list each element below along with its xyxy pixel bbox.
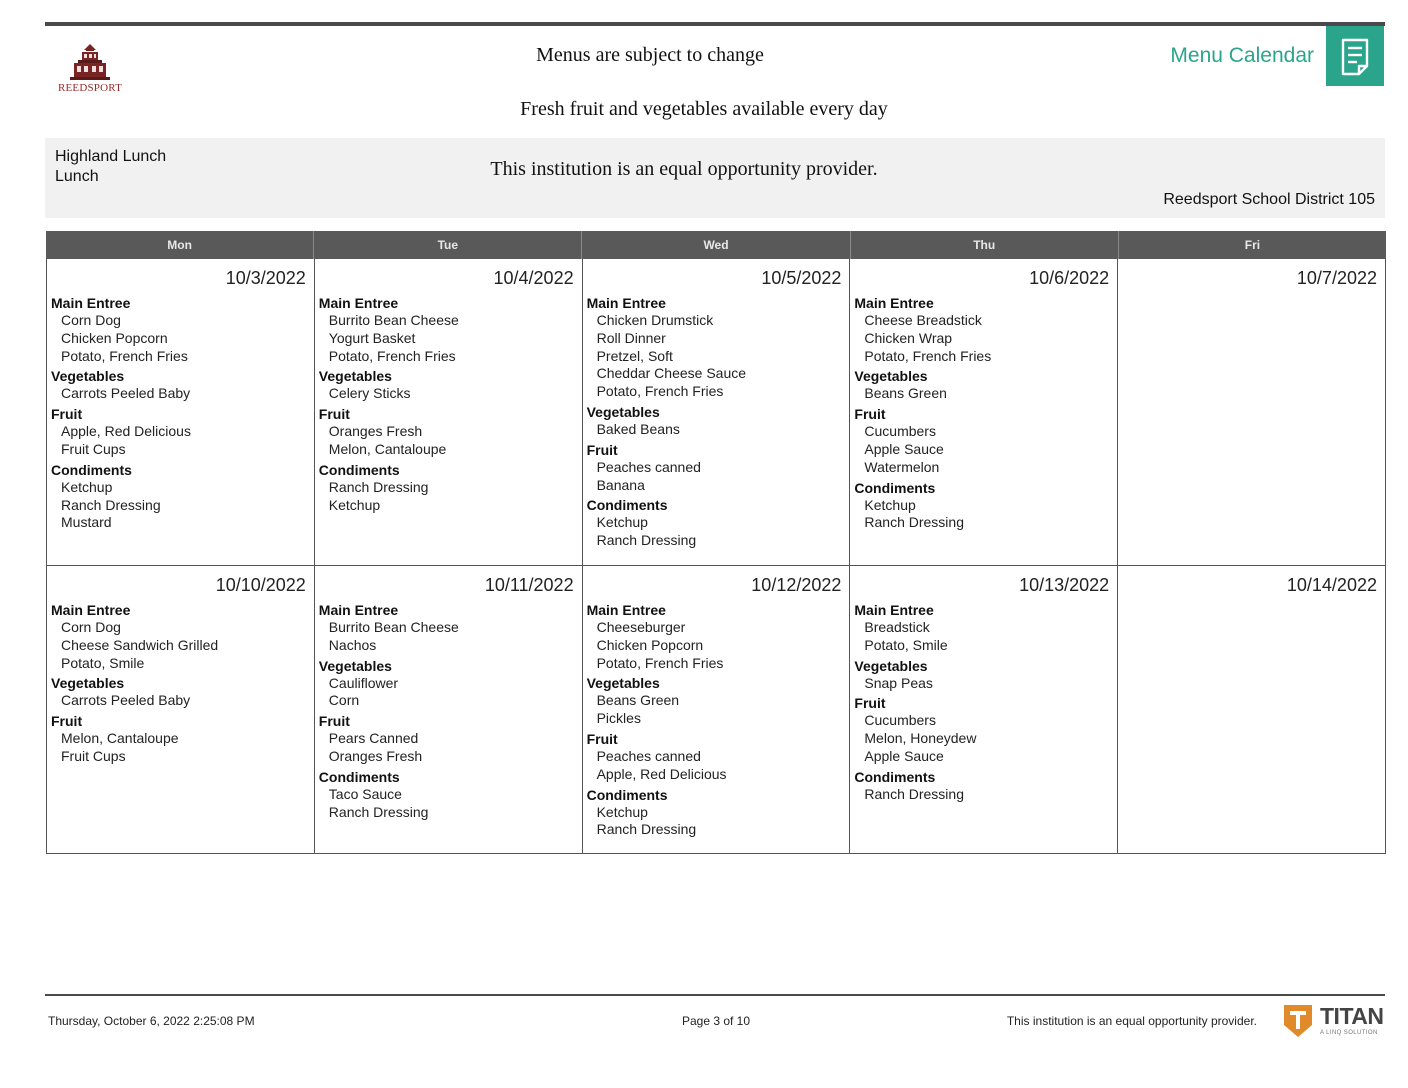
footer-timestamp: Thursday, October 6, 2022 2:25:08 PM [48, 1014, 255, 1028]
day-date: 10/14/2022 [1286, 575, 1377, 595]
day-date: 10/7/2022 [1296, 268, 1377, 288]
day-cell [583, 259, 851, 565]
menu-item: Cheese Breadstick [864, 312, 982, 328]
menu-item: Apple Sauce [864, 747, 944, 764]
menu-item: Corn Dog [61, 619, 121, 635]
day-date: 10/11/2022 [484, 575, 574, 595]
menu-category: Fruit [854, 406, 886, 423]
menu-category: Fruit [586, 441, 618, 458]
menu-category: Fruit [318, 406, 350, 423]
menu-item: Corn [328, 692, 360, 709]
menu-item: Melon, Honeydew [864, 730, 977, 747]
menu-category: Fruit [586, 730, 618, 747]
menu-item: Carrots Peeled Baby [61, 692, 191, 709]
menu-item: Ranch Dressing [328, 803, 429, 820]
weekday-fri: Fri [1244, 238, 1261, 252]
menu-item: Ketchup [61, 478, 113, 495]
menu-item: Corn Dog [61, 312, 121, 328]
menu-item: Beans Green [596, 692, 680, 709]
day-date: 10/3/2022 [225, 268, 306, 288]
menu-category: Main Entree [854, 602, 934, 618]
menu-category: Fruit [854, 695, 886, 712]
menu-item: Ranch Dressing [864, 785, 964, 802]
menu-item: Potato, French Fries [61, 347, 188, 364]
day-date: 10/4/2022 [493, 268, 574, 288]
titan-tagline: A LINQ SOLUTION [1320, 1030, 1378, 1036]
day-cell [315, 259, 583, 565]
menu-item: Cucumbers [864, 423, 936, 440]
menu-item: Apple Sauce [864, 440, 944, 457]
menu-item: Potato, Smile [864, 636, 948, 653]
menu-item: Watermelon [864, 458, 940, 475]
menu-item: Potato, French Fries [328, 347, 456, 364]
menu-item: Chicken Wrap [864, 329, 953, 346]
weekday-mon: Mon [46, 231, 314, 259]
day-cell [583, 566, 851, 853]
menu-item: Snap Peas [864, 674, 933, 691]
menu-item: Melon, Cantaloupe [61, 730, 179, 747]
menu-item: Ketchup [328, 496, 381, 513]
menu-category: Main Entree [318, 295, 399, 311]
menu-item: Mustard [61, 514, 112, 531]
menu-item: Ranch Dressing [596, 821, 697, 838]
notice-menus-change: Menus are subject to change [536, 44, 764, 66]
menu-category: Vegetables [318, 368, 392, 385]
menu-item: Burrito Bean Cheese [328, 312, 459, 328]
footer-statement: This institution is an equal opportunity provider. [1006, 1014, 1257, 1028]
menu-item: Apple, Red Delicious [61, 423, 191, 440]
menu-item: Ketchup [596, 514, 648, 531]
menu-category: Condiments [586, 497, 668, 514]
menu-category: Fruit [318, 713, 350, 730]
district-name: Reedsport School District 105 [1163, 191, 1375, 208]
menu-item: Oranges Fresh [328, 747, 423, 764]
day-cell [47, 259, 315, 565]
menu-item: Ranch Dressing [596, 532, 697, 549]
menu-category: Main Entree [51, 602, 131, 618]
week-row [46, 259, 1386, 566]
day-cell [1118, 566, 1386, 853]
menu-category: Vegetables [854, 368, 928, 385]
menu-item: Melon, Cantaloupe [328, 440, 447, 457]
titan-shield-icon [1282, 1003, 1314, 1039]
weekday-tue: Tue [314, 231, 582, 259]
menu-category: Fruit [51, 713, 83, 730]
menu-item: Fruit Cups [61, 747, 126, 764]
menu-item: Apple, Red Delicious [596, 765, 727, 782]
footer-page-number: Page 3 of 10 [681, 1014, 751, 1028]
day-date: 10/10/2022 [215, 575, 306, 595]
menu-item: Yogurt Basket [328, 329, 416, 346]
day-date: 10/6/2022 [1029, 268, 1110, 288]
menu-item: Breadstick [864, 619, 930, 635]
weekday-wed: Wed [582, 231, 850, 259]
menu-item: Cheeseburger [596, 619, 686, 635]
weekday-header [46, 231, 1386, 259]
menu-item: Potato, French Fries [864, 347, 992, 364]
menu-category: Vegetables [51, 368, 125, 385]
menu-item: Ranch Dressing [328, 478, 429, 495]
menu-item: Beans Green [864, 385, 947, 402]
equal-opportunity-statement: This institution is an equal opportunity provider. [490, 158, 878, 180]
menu-item: Peaches canned [596, 458, 701, 475]
menu-item: Ketchup [596, 803, 648, 820]
menu-item: Celery Sticks [328, 385, 411, 402]
menu-item: Potato, Smile [61, 654, 145, 671]
day-cell [315, 566, 583, 853]
menu-category: Condiments [51, 461, 132, 478]
menu-item: Potato, French Fries [596, 654, 724, 671]
day-date: 10/13/2022 [1019, 575, 1110, 595]
menu-category: Main Entree [586, 602, 666, 618]
menu-item: Chicken Popcorn [596, 636, 704, 653]
menu-category: Main Entree [51, 295, 131, 311]
document-icon [1326, 26, 1384, 86]
menu-item: Cheddar Cheese Sauce [596, 365, 747, 382]
menu-category: Condiments [318, 768, 400, 785]
menu-item: Ketchup [864, 496, 916, 513]
menu-category: Condiments [586, 786, 668, 803]
menu-item: Ranch Dressing [864, 514, 964, 531]
menu-category: Main Entree [318, 602, 399, 618]
titan-wordmark: TITAN [1320, 1003, 1384, 1029]
menu-item: Ranch Dressing [61, 496, 161, 513]
menu-item: Baked Beans [596, 420, 680, 437]
menu-category: Vegetables [854, 657, 928, 674]
menu-item: Pretzel, Soft [596, 347, 673, 364]
titan-logo [1282, 1003, 1392, 1043]
menu-item: Pears Canned [328, 730, 419, 747]
menu-item: Cauliflower [328, 674, 399, 691]
menu-category: Condiments [318, 461, 400, 478]
menu-category: Vegetables [51, 675, 125, 692]
menu-category: Condiments [854, 479, 936, 496]
menu-category: Main Entree [854, 295, 934, 311]
menu-item: Nachos [328, 636, 377, 653]
menu-item: Chicken Popcorn [61, 329, 168, 346]
day-cell [850, 259, 1118, 565]
bottom-rule [45, 994, 1385, 996]
week-row [46, 566, 1386, 854]
menu-calendar-grid [46, 231, 1386, 854]
menu-category: Fruit [51, 406, 83, 423]
menu-item: Banana [596, 476, 645, 493]
menu-category: Vegetables [586, 403, 660, 420]
day-cell [850, 566, 1118, 853]
weekday-thu: Thu [851, 231, 1119, 259]
menu-category: Main Entree [586, 295, 666, 311]
meal-type: Lunch [55, 168, 99, 185]
menu-category: Vegetables [586, 675, 660, 692]
menu-item: Taco Sauce [328, 785, 402, 802]
menu-item: Roll Dinner [596, 329, 666, 346]
menu-item: Burrito Bean Cheese [328, 619, 459, 635]
menu-item: Chicken Drumstick [596, 312, 714, 328]
day-cell [1118, 259, 1386, 565]
menu-category: Condiments [854, 768, 936, 785]
day-date: 10/5/2022 [761, 268, 842, 288]
notice-fresh-fruit: Fresh fruit and vegetables available every day [520, 98, 888, 120]
menu-item: Cucumbers [864, 712, 936, 729]
menu-item: Fruit Cups [61, 440, 126, 457]
day-date: 10/12/2022 [751, 575, 842, 595]
menu-item: Potato, French Fries [596, 383, 724, 400]
menu-item: Carrots Peeled Baby [61, 385, 191, 402]
top-rule [45, 22, 1385, 26]
menu-item: Pickles [596, 710, 641, 727]
menu-calendar-title: Menu Calendar [1170, 44, 1314, 67]
logo-text: REEDSPORT [57, 82, 123, 94]
menu-item: Cheese Sandwich Grilled [61, 636, 219, 653]
menu-category: Vegetables [318, 657, 392, 674]
day-cell [47, 566, 315, 853]
menu-item: Peaches canned [596, 747, 701, 764]
menu-item: Oranges Fresh [328, 423, 423, 440]
site-name: Highland Lunch [55, 148, 167, 165]
calendar-weeks [46, 259, 1386, 854]
